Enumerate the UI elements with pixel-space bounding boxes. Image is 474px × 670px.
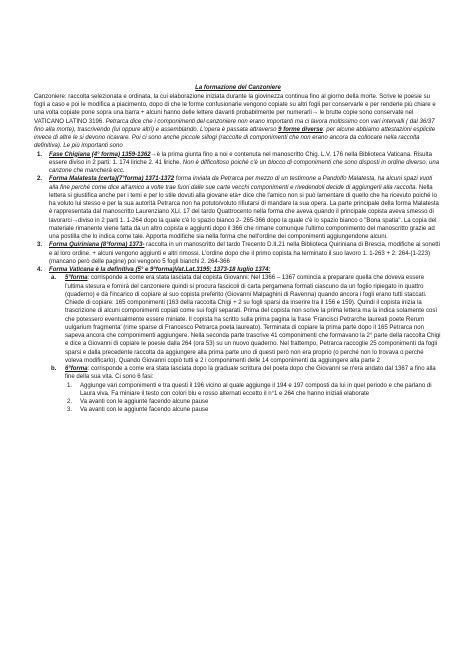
- item-body: raccolta in un manoscritto del tardo Trecento D.II.21 nella Biblioteca Quiriniana di Brescia, modifiche ai sonetti e al loro ordine. + alcuni vengono aggiunti e altri rimossi. L'ordine dopo che il primo copista ha terminato il suo lavoro 1. 1-263 + 2. 264-(1-223) (mancano però delle pagine) poi vengono 5 fogli bianchi 2. 264-366: [49, 242, 440, 265]
- sub-item-body: : corrisponde a come era stata lasciata dal copista Giovanni: Nel 1366 – 1367 comincia a preparare quella che doveva essere l'ultima stesura e fornirà del canzoniere quindi si procura fascicoli di carta pergamena formati ciascuno da un foglio ripiegato in quattro (quaderno) e dà l'incarico di copiare al suo copista preferito (Giovanni Malpaghini di Ravenna) quando ancora i fogli erano tutti staccati. Chiede di copiare: 165 componimenti (163 della raccolta Chigi + 2 su fogli sparsi da inserire tra il 156 e 159). Quindi il copista inizia la trascrizione di alcuni componimenti copiati come sui fogli separati. Prima del copista non scrive la prima lettera ma la indica solamente così che potessero eventualmente essere miniate. Il copista ha scritto sulla prima pagina la frase 'Francisci Petrarche laureati poete Rerum uulgarium fragmenta' (rime sparse di Francesco Petrarca poeta laureato). Terminata di copiare la prima parte dopo il 165 Petrarca non sapeva ancora che componimenti aggiungere. Nella seconda parte trascrive 41 componimenti che formavano la 2° parte della raccolta Chigi e dice a Giovanni di copiare le poesie dalla 264 (ora 53) su un nuovo quaderno. Nel frattempo, Petrarca raccoglie 25 componimenti da fogli sparsi e dalla precedente raccolta da aggiungere alla prima parte uno di questi però non era proprio (o perché non lo trovava o perché voleva modificarlo). Quando Giovanni copiò tutti e 2 i componimenti delle 14 componimenti da aggiungere alla parte 2: [65, 275, 441, 364]
- step-number: 1.: [67, 382, 73, 389]
- step-text: Va avanti con le aggiunte facendo alcune pause: [80, 407, 209, 414]
- list-item-chigiana: [34, 151, 442, 176]
- list-number: 3.: [37, 242, 43, 249]
- item-body-italic: Non è difficoltoso poiché c'è un blocco di componimenti che sono disposti in ordine diverso, una canzone che mancherà ecc.: [49, 159, 440, 174]
- document-page: [34, 84, 442, 415]
- intro-italic-text-2: : per alcune abbiamo attestazioni esplicite invece di altre le si devono ricavare. Poi ci sono anche piccole sillogi (raccolte di componimenti che non erano ancora da collocare nella raccolta definitiva). Le più importanti sono: [34, 126, 436, 150]
- item-body-2: diviso in 2 parti 1. 1-264 dopo la quale c'è lo spazio bianco 2- 265-366 dopo la quale c'è lo spazio bianco o "Bona spatia". La copia del materiale rimanente viene fatta da un altro copista e aggiunti dopo il 366 che rimane comunque l'ultimo componimento del manoscritto grazie ad una postilla che lo indica come tale. Apporta modifiche sia nella forma che nell'ordine dei componimenti aggiungendone alcuni.: [49, 217, 437, 240]
- phase-step: [34, 406, 442, 414]
- item-body: è la prima giunta fino a noi e contenuta nel manoscritto Chig. L.V. 176 nella Biblioteca Vaticana. Risulta essere diviso in 2 parti: 1. 174 liriche 2. 41 liriche.: [49, 151, 432, 166]
- arrow-icon: →: [71, 217, 78, 224]
- arrow-icon: →: [150, 151, 157, 158]
- intro-emphasis: 9 forme diverse: [278, 126, 323, 133]
- item-heading: Forma Quiriniana (8°forma) 1373-: [49, 242, 145, 249]
- sub-item-heading: 6°forma: [65, 366, 88, 372]
- step-number: 2.: [67, 399, 73, 405]
- step-number: 3.: [67, 407, 73, 414]
- sub-item-body: : corrisponde a come era stata lasciata dopo la graduale scrittura del poeta dopo che Giovanni se n'era andato dal 1367 a fino alla fine della sua vita. Ci sono 6 fasi:: [65, 366, 436, 381]
- step-text: Aggiunge vari componimenti e tra questi il 196 vicino al quale aggiunge il 194 e 197 composti da lui in quel periodo e che parlano di Laura viva. Fa miniare il testo con colori blu e rosso alternati eccetto il n°1 e 264 che hanno iniziali elaborate: [80, 382, 432, 397]
- intro-text: Canzoniere: raccolta selezionata e ordinata, la cui elaborazione iniziata durante la giovinezza continua fino al giorno della morte. Scrive le poesie su fogli a caso e poi le modifica a piacimento, dopo di che le forme confusionarie vengono copiate su altri fogli per conservarle e per renderle più chiare e una volta copiate pone sopra una barra + alcuni hanno delle lettere davanti probabilmente per numerarli: [34, 93, 436, 117]
- list-number: 1.: [37, 151, 43, 158]
- item-body-italic: forma inviata da Petrarca per mezzo di un testimone a Pandolfo Malatesta, ha alcuni spazi vuoti alla fine perché come dice all'amico a volte trae fuori dalle sue carte vecchi componimenti e rivedendoli decide di aggiungerli alla raccolta.: [49, 176, 433, 191]
- item-heading: Forma Vaticana è la definitiva (5° e 9°forma)Vat.Lat.3195; 1373-18 luglio 1374:: [49, 267, 271, 273]
- sub-item-5-forma: [34, 274, 442, 365]
- list-number: 4.: [37, 267, 43, 273]
- list-item-vaticana: [34, 266, 442, 274]
- step-text: Va avanti con le aggiunte facendo alcune pause: [80, 399, 209, 405]
- sub-item-6-forma: [34, 365, 442, 382]
- item-body: Nella lettera si giustifica anche per i temi e per lo stile dovuti alla giovane età+ dice che l'amico non si può lamentare di quello che ha ricevuto poiché lo ha voluto lui stesso e per la sua autorità Petrarca non ha potuto/voluto rifiutarsi di mandare la sua opera. La parte principale della forma Malatesta è rappresentata dal manoscritto Laurenziano XLI. 17 del tardo Quattrocento nella forma che aveva quando il principale copista aveva smesso di lavorarci: [49, 184, 439, 224]
- list-item-quiriniana: [34, 241, 442, 266]
- sub-item-label: a.: [51, 275, 57, 282]
- intro-text-end: le brutte copie sono conservate nel VATICANO LATINO 3196.: [34, 110, 414, 125]
- item-heading: Fase Chigiana (4° forma) 1359-1362: [49, 151, 151, 158]
- item-heading: Forma Malatesta (certa)(7°forma) 1371-1372: [49, 176, 175, 183]
- intro-paragraph: [34, 93, 442, 151]
- intro-italic-text: Petrarca dice che i componimenti del canzoniere non erano importanti ma ci lavora moltissimo con vari intervalli ( dal 36/37 fino alla morte), trascrivendo (lui oppure altri) e assemblando. L'opera è passata attraverso: [34, 118, 435, 133]
- sub-item-heading: 5°forma: [65, 275, 88, 282]
- list-item-malatesta: [34, 175, 442, 241]
- arrow-icon: →: [311, 110, 318, 117]
- sub-item-label: b.: [51, 366, 57, 372]
- phase-step: [34, 382, 442, 399]
- list-number: 2.: [37, 176, 43, 183]
- phase-step: [34, 398, 442, 406]
- document-title: La formazione del Canzoniere: [195, 85, 281, 91]
